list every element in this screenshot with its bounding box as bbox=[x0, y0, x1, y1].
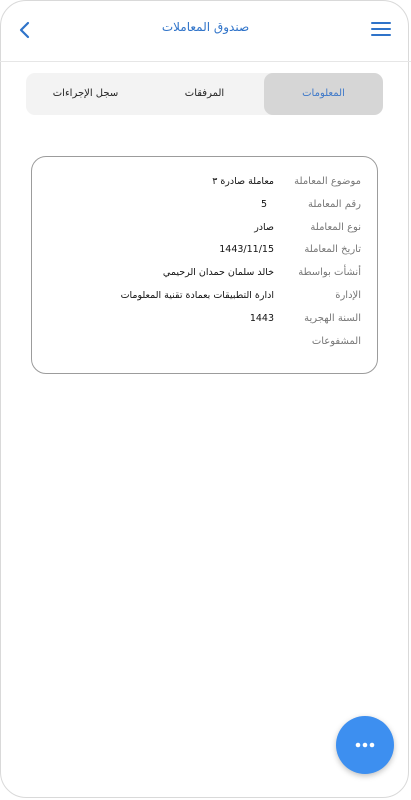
tab-attachments[interactable]: المرفقات bbox=[184, 88, 225, 99]
detail-value: 1443 bbox=[249, 313, 274, 324]
menu-button[interactable] bbox=[371, 21, 391, 37]
tab-bar bbox=[26, 73, 383, 115]
detail-row-created-by bbox=[32, 267, 377, 287]
detail-row-enclosures bbox=[32, 336, 377, 356]
detail-value: معاملة صادرة ٣ bbox=[212, 176, 274, 187]
tab-information[interactable]: المعلومات bbox=[264, 73, 383, 115]
detail-label: تاريخ المعاملة bbox=[304, 244, 361, 255]
detail-value: 1443/11/15 bbox=[219, 244, 274, 255]
detail-value: 5 bbox=[260, 199, 267, 210]
page-title: صندوق المعاملات bbox=[161, 20, 250, 34]
app-header bbox=[0, 0, 411, 62]
detail-label: المشفوعات bbox=[311, 336, 361, 347]
more-actions-fab[interactable] bbox=[336, 716, 394, 774]
transaction-details-card bbox=[31, 156, 378, 374]
detail-row-number bbox=[32, 199, 377, 219]
detail-value: صادر bbox=[254, 222, 274, 233]
more-horizontal-icon bbox=[355, 741, 375, 749]
detail-label: نوع المعاملة bbox=[310, 222, 361, 233]
tab-actions-log[interactable]: سجل الإجراءات bbox=[52, 88, 119, 99]
detail-row-department bbox=[32, 290, 377, 310]
detail-row-hijri-year bbox=[32, 313, 377, 333]
detail-row-date bbox=[32, 244, 377, 264]
detail-label: موضوع المعاملة bbox=[294, 176, 361, 187]
detail-row-subject bbox=[32, 176, 377, 196]
hamburger-menu-icon bbox=[371, 21, 391, 37]
detail-value: خالد سلمان حمدان الرحيمي bbox=[162, 267, 274, 278]
detail-label: رقم المعاملة bbox=[308, 199, 361, 210]
detail-label: السنة الهجرية bbox=[304, 313, 361, 324]
detail-value: ادارة التطبيقات بعمادة تقنية المعلومات bbox=[120, 290, 274, 301]
detail-row-type bbox=[32, 222, 377, 242]
detail-label: الإدارة bbox=[335, 290, 361, 301]
detail-label: أنشأت بواسطة bbox=[298, 267, 361, 278]
